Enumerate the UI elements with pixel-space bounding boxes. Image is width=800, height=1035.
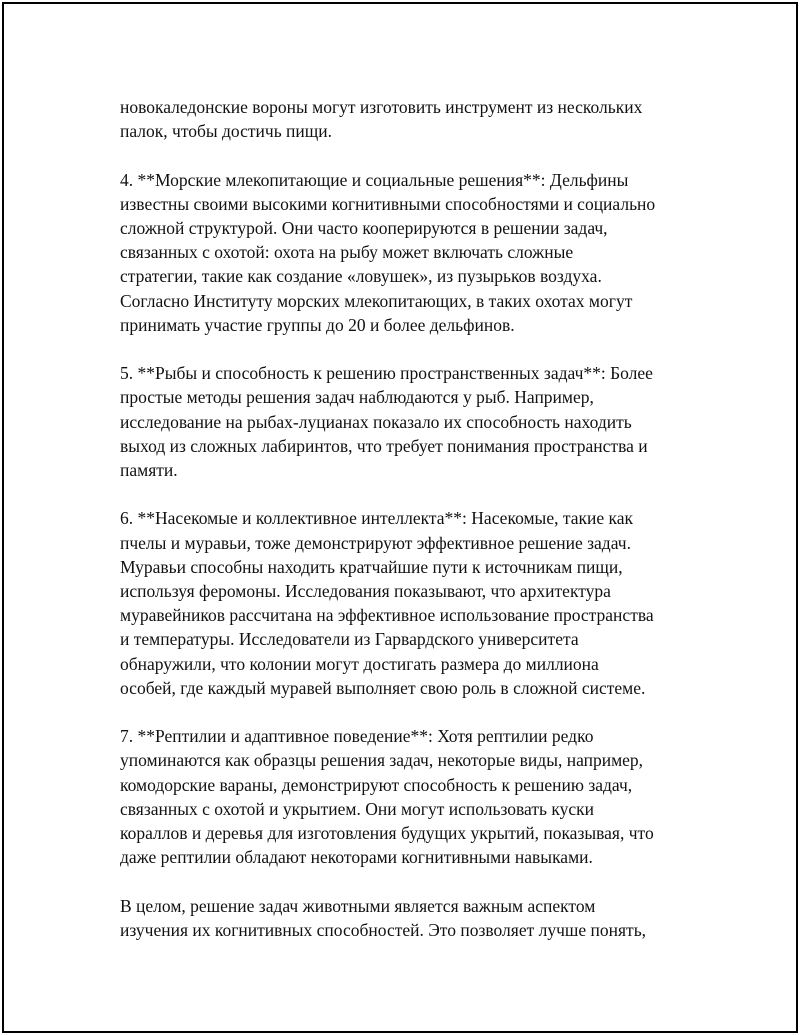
text-line: сложной структурой. Они часто кооперируются в решении задач,: [120, 218, 608, 238]
text-line: палок, чтобы достичь пищи.: [120, 121, 332, 142]
text-line: В целом, решение задач животными является важным аспектом: [120, 895, 596, 916]
text-line: изучения их когнитивных способностей. Это позволяет лучше понять,: [120, 919, 647, 940]
text-line: особей, где каждый муравей выполняет свою роль в сложной системе.: [120, 677, 646, 698]
text-line: комодорские вараны, демонстрируют способность к решению задач,: [120, 774, 633, 795]
text-line: используя феромоны. Исследования показывают, что архитектура: [120, 581, 611, 602]
text-line: упоминаются как образцы решения задач, некоторые виды, например,: [120, 750, 644, 771]
text-line: 4. **Морские млекопитающие и социальные решения**: Дельфины: [120, 169, 629, 190]
document-body: [120, 95, 690, 966]
text-line: принимать участие группы до 20 и более дельфинов.: [120, 314, 515, 335]
text-line: 6. **Насекомые и коллективное интеллекта**: Насекомые, такие как: [120, 508, 633, 529]
text-line: простые методы решения задач наблюдаются у рыб. Например,: [120, 387, 594, 408]
text-line: и температуры. Исследователи из Гарвардского университета: [120, 629, 579, 650]
text-line: даже рептилии обладают некоторами когнитивными навыками.: [120, 847, 593, 868]
text-line: 7. **Рептилии и адаптивное поведение**: Хотя рептилии редко: [120, 726, 594, 747]
paragraph-reptiles: [120, 724, 690, 869]
paragraph-ravens-continued: [120, 95, 690, 143]
text-line: муравейников рассчитана на эффективное использование пространства: [120, 605, 654, 626]
text-line: известны своими высокими когнитивными способностями и социально: [120, 193, 656, 214]
text-line: стратегии, такие как создание «ловушек», из пузырьков воздуха.: [120, 266, 602, 287]
text-line: памяти.: [120, 460, 178, 481]
text-line: обнаружили, что колонии могут достигать размера до миллиона: [120, 653, 599, 674]
text-line: пчелы и муравьи, тоже демонстрируют эффективное решение задач.: [120, 532, 631, 553]
text-line: Муравьи способны находить кратчайшие пути к источникам пищи,: [120, 556, 623, 577]
text-line: связанных с охотой: охота на рыбу может включать сложные: [120, 242, 574, 263]
text-line: исследование на рыбах-луцианах показало их способность находить: [120, 411, 632, 432]
page-frame: [2, 2, 798, 1033]
text-line: выход из сложных лабиринтов, что требует понимания пространства и: [120, 435, 648, 456]
paragraph-marine-mammals: [120, 168, 690, 337]
paragraph-insects: [120, 506, 690, 700]
text-line: новокаледонские вороны могут изготовить инструмент из нескольких: [120, 97, 643, 117]
paragraph-conclusion: [120, 894, 690, 942]
text-line: связанных с охотой и укрытием. Они могут использовать куски: [120, 798, 595, 819]
text-line: Согласно Институту морских млекопитающих, в таких охотах могут: [120, 290, 633, 311]
text-line: 5. **Рыбы и способность к решению пространственных задач**: Более: [120, 363, 653, 384]
text-line: кораллов и деревья для изготовления будущих укрытий, показывая, что: [120, 823, 654, 844]
paragraph-fish: [120, 361, 690, 482]
